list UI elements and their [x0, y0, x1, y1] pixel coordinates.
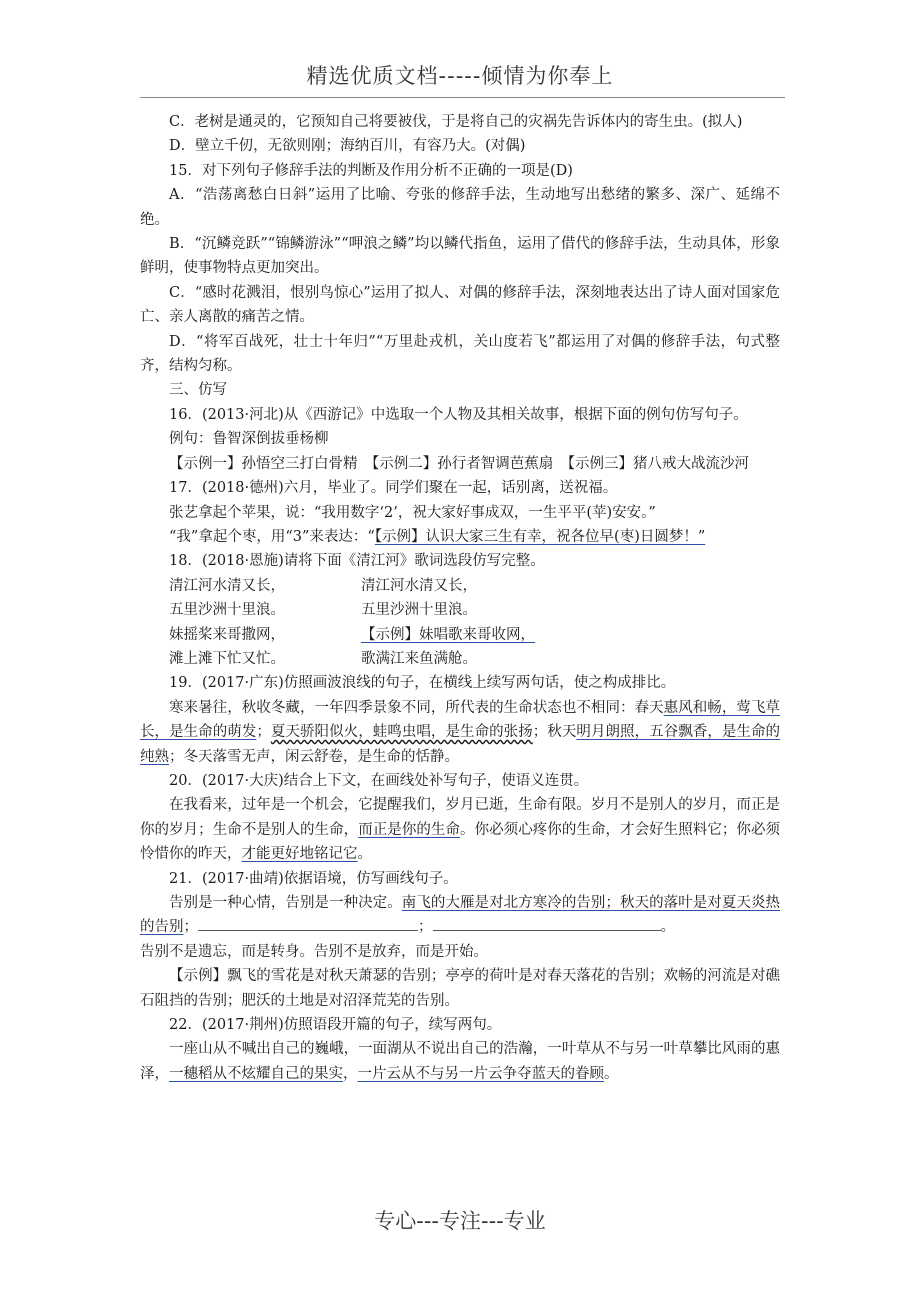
q21-underlined-sentence: 南飞的大雁是对北方寒冷的告别；秋天的落叶是对夏天炎热的告别	[140, 895, 780, 936]
q19-text: ；秋天	[532, 724, 577, 741]
q18-stem: 18．(2018·恩施)请将下面《清江河》歌词选段仿写完整。	[169, 553, 545, 570]
lyric-row	[140, 598, 780, 622]
q21-text: 告别是一种心情，告别是一种决定。	[169, 895, 402, 911]
q16-stem: 16．(2013·河北)从《西游记》中选取一个人物及其相关故事，根据下面的例句仿写句子。	[169, 406, 748, 423]
q19-wavy-sentence: 夏天骄阳似火，蛙鸣虫唱，是生命的张扬	[270, 724, 533, 741]
q20-stem: 20．(2017·大庆)结合上下文，在画线处补写句子，使语义连贯。	[169, 772, 589, 789]
q22-stem: 22．(2017·荆州)仿照语段开篇的句子，续写两句。	[169, 1017, 502, 1034]
q17-answer-line	[140, 525, 780, 549]
q22-passage	[140, 1037, 780, 1086]
q19-text: 寒来暑往，秋收冬藏，一年四季景象不同，所代表的生命状态也不相同：春天	[169, 699, 664, 716]
lyric-row	[140, 647, 780, 671]
page-header: 精选优质文档-----倾情为你奉上	[306, 64, 614, 88]
q20-text: 。	[357, 846, 372, 863]
lyric-right: 五里沙洲十里浪。	[361, 602, 477, 619]
q21-text: ；	[183, 919, 198, 936]
q19-text: ；冬天落雪无声，闲云舒卷，是生命的恬静。	[169, 748, 459, 765]
q16-answer: 【示例一】孙悟空三打白骨精 【示例二】孙行者智调芭蕉扇 【示例三】猪八戒大战流沙河	[169, 455, 749, 472]
q21-answer: 【示例】飘飞的雪花是对秋天萧瑟的告别；亭亭的荷叶是对春天落花的告别；欢畅的河流是对礁石阻挡的告别；肥沃的土地是对沼泽荒芜的告别。	[140, 968, 780, 1009]
lyric-row	[140, 574, 780, 598]
q20-answer: 才能更好地铭记它	[241, 846, 358, 863]
q17-answer: 【示例】认识大家三生有幸，祝各位早(枣)日圆梦！”	[374, 528, 706, 545]
q19-answer: 明月朗照，五谷飘香，是生命的纯熟	[140, 724, 781, 765]
q21-passage	[140, 891, 780, 940]
q15-option-d: D．“将军百战死，壮士十年归”“万里赴戎机，关山度若飞”都运用了对偶的修辞手法，句式整齐，结构匀称。	[140, 333, 780, 375]
q21-text: ；	[418, 919, 433, 936]
q20-answer: 而正是你的生命	[358, 821, 461, 838]
q20-text: 。你必须心疼你的生命，才会好生照料它；你必须怜惜你的昨天，	[140, 821, 781, 863]
header-rule	[140, 97, 785, 98]
q19-text: ；	[256, 724, 271, 741]
q14-option-d: D．壁立千仞，无欲则刚；海纳百川，有容乃大。(对偶)	[169, 138, 526, 155]
q20-text: 在我看来，过年是一个机会，它提醒我们，岁月已逝，生命有限。岁月不是别人的岁月，而正是你的岁月；生命不是别人的生命，	[140, 797, 780, 838]
q17-stem: 17．(2018·德州)六月，毕业了。同学们聚在一起，话别离，送祝福。	[169, 480, 618, 497]
q14-option-c: C．老树是通灵的，它预知自己将要被伐，于是将自己的灾祸先告诉体内的寄生虫。(拟人)	[169, 114, 743, 130]
q21-text: 。	[660, 919, 675, 936]
section-heading: 三、仿写	[169, 382, 227, 399]
q15-option-b: B．“沉鳞竞跃”“锦鳞游泳”“呷浪之鳞”均以鳞代指鱼，运用了借代的修辞手法，生动具体，形象鲜明，使事物特点更加突出。	[140, 236, 780, 277]
lyric-right: 歌满江来鱼满舱。	[361, 650, 477, 667]
lyric-right: 清江河水清又长，	[361, 577, 477, 594]
lyric-left: 五里沙洲十里浪。	[169, 602, 285, 619]
q19-stem: 19．(2017·广东)仿照画波浪线的句子，在横线上续写两句话，使之构成排比。	[169, 675, 676, 692]
lyric-row	[140, 623, 780, 647]
q21-stem: 21．(2017·曲靖)依据语境，仿写画线句子。	[169, 870, 458, 887]
q22-text: ，	[343, 1065, 358, 1082]
lyric-left: 妹摇桨来哥撒网，	[169, 626, 285, 643]
q17-line: 张艺拿起个苹果，说：“我用数字‘2’，祝大家好事成双，一生平平(苹)安安。”	[169, 504, 656, 521]
q21-blank	[198, 916, 418, 931]
q17-prompt: “我”拿起个枣，用“3”来表达：“	[169, 528, 375, 545]
q22-answer: 一穗稻从不炫耀自己的果实	[169, 1065, 343, 1082]
q21-blank	[433, 916, 661, 931]
lyric-answer: 【示例】妹唱歌来哥收网，	[361, 626, 535, 643]
q22-text: 。	[604, 1065, 619, 1082]
q15-stem: 15．对下列句子修辞手法的判断及作用分析不正确的一项是(D)	[169, 162, 573, 179]
lyric-left: 清江河水清又长，	[169, 577, 285, 594]
q19-passage	[140, 696, 780, 769]
q22-text: 一座山从不喊出自己的巍峨，一面湖从不说出自己的浩瀚，一叶草从不与另一叶草攀比风雨的惠泽，	[140, 1041, 780, 1082]
q15-option-a: A．“浩荡离愁白日斜”运用了比喻、夸张的修辞手法，生动地写出愁绪的繁多、深广、延绵不绝。	[140, 187, 780, 228]
q19-answer: 惠风和畅，莺飞草长，是生命的萌发	[140, 699, 780, 741]
q21-line: 告别不是遗忘，而是转身。告别不是放弃，而是开始。	[140, 943, 488, 960]
q15-option-c: C．“感时花溅泪，恨别鸟惊心”运用了拟人、对偶的修辞手法，深刻地表达出了诗人面对国家危亡、亲人离散的痛苦之情。	[140, 284, 780, 326]
document-body	[140, 110, 780, 1086]
lyric-left: 滩上滩下忙又忙。	[169, 650, 285, 667]
q16-example: 例句：鲁智深倒拔垂杨柳	[169, 431, 329, 448]
lyric-right-wrap	[361, 623, 780, 647]
q22-answer: 一片云从不与另一片云争夺蓝天的眷顾	[357, 1065, 604, 1082]
q20-passage	[140, 793, 780, 866]
page-footer: 专心---专注---专业	[374, 1209, 546, 1233]
